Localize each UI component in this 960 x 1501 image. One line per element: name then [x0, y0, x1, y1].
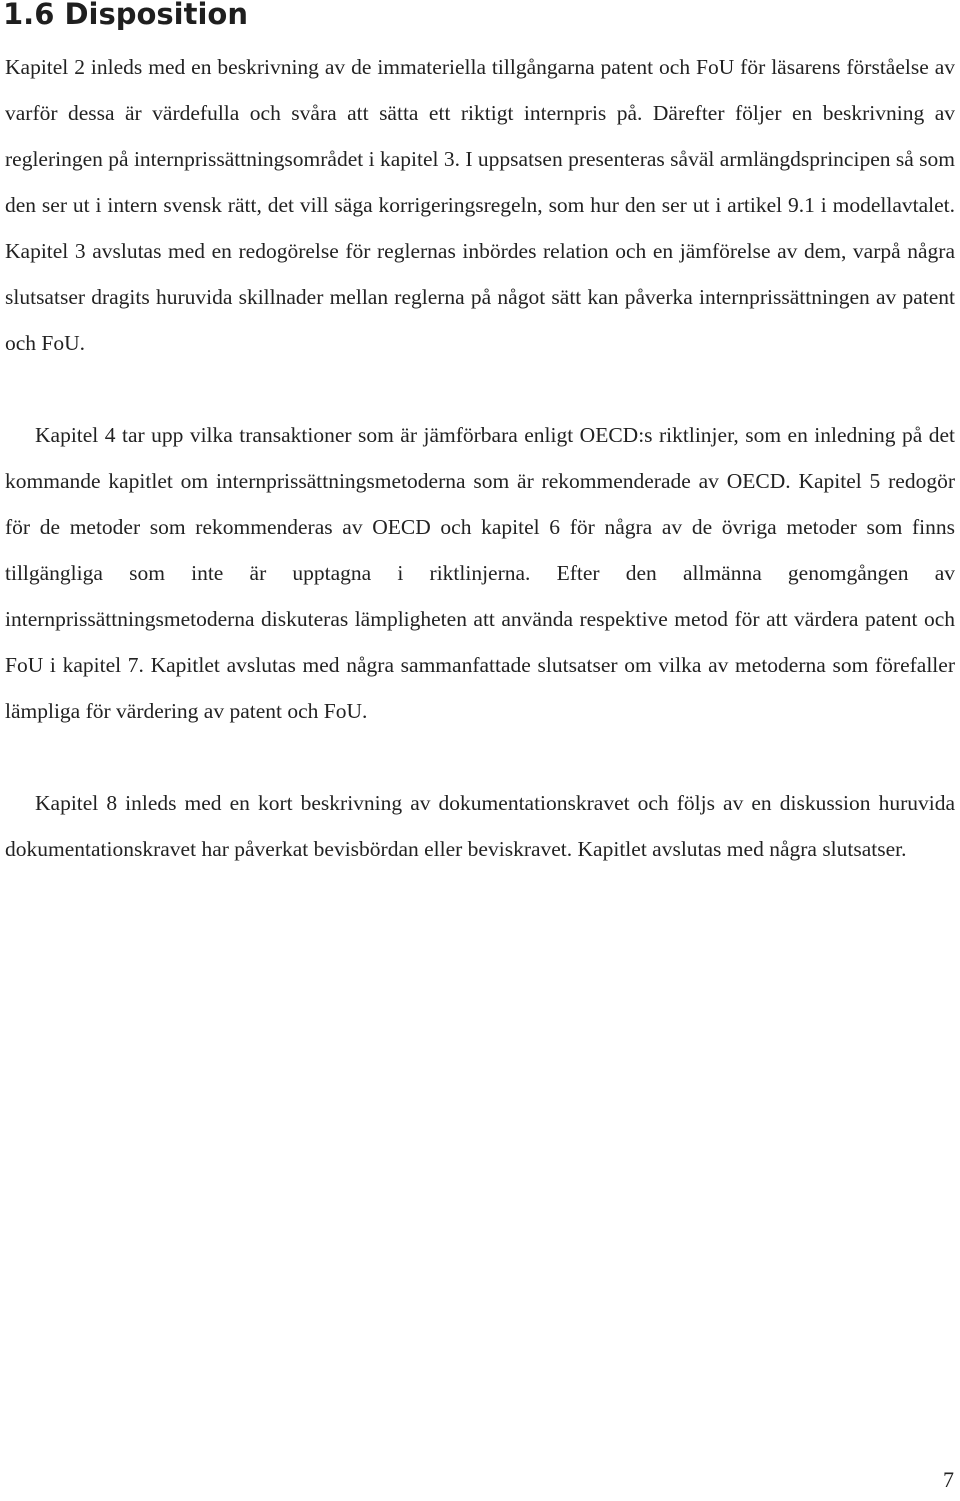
page-number: 7: [943, 1467, 954, 1492]
section-heading: 1.6 Disposition: [3, 0, 248, 31]
paragraph-disposition-2: Kapitel 4 tar upp vilka transaktioner som är jämförbara enligt OECD:s riktlinjer, som en inledning på det kommande kapitlet om internprissättningsmetoderna som är rekommenderade av OECD. Kapitel 5 redogör för de metoder som rekommenderas av OECD och kapitel 6 för några av de övriga metoder som finns tillgängliga som inte är upptagna i riktlinjerna. Efter den allmänna genomgången av internprissättningsmetoderna diskuteras lämpligheten att använda respektive metod för att värdera patent och FoU i kapitel 7. Kapitlet avslutas med några sammanfattade slutsatser om vilka av metoderna som förefaller lämpliga för värdering av patent och FoU.: [5, 423, 955, 723]
paragraph-disposition-3: Kapitel 8 inleds med en kort beskrivning av dokumentationskravet och följs av en diskussion huruvida dokumentationskravet har påverkat bevisbördan eller beviskravet. Kapitlet avslutas med några slutsatser.: [5, 791, 955, 861]
paragraph-disposition-1: Kapitel 2 inleds med en beskrivning av de immateriella tillgångarna patent och FoU för läsarens förståelse av varför dessa är värdefulla och svåra att sätta ett riktigt internpris på. Därefter följer en beskrivning av regleringen på internprissättningsområdet i kapitel 3. I uppsatsen presenteras såväl armlängdsprincipen så som den ser ut i intern svensk rätt, det vill säga korrigeringsregeln, som hur den ser ut i artikel 9.1 i modellavtalet. Kapitel 3 avslutas med en redogörelse för reglernas inbördes relation och en jämförelse av dem, varpå några slutsatser dragits huruvida skillnader mellan reglerna på något sätt kan påverka internprissättningen av patent och FoU.: [5, 55, 955, 355]
